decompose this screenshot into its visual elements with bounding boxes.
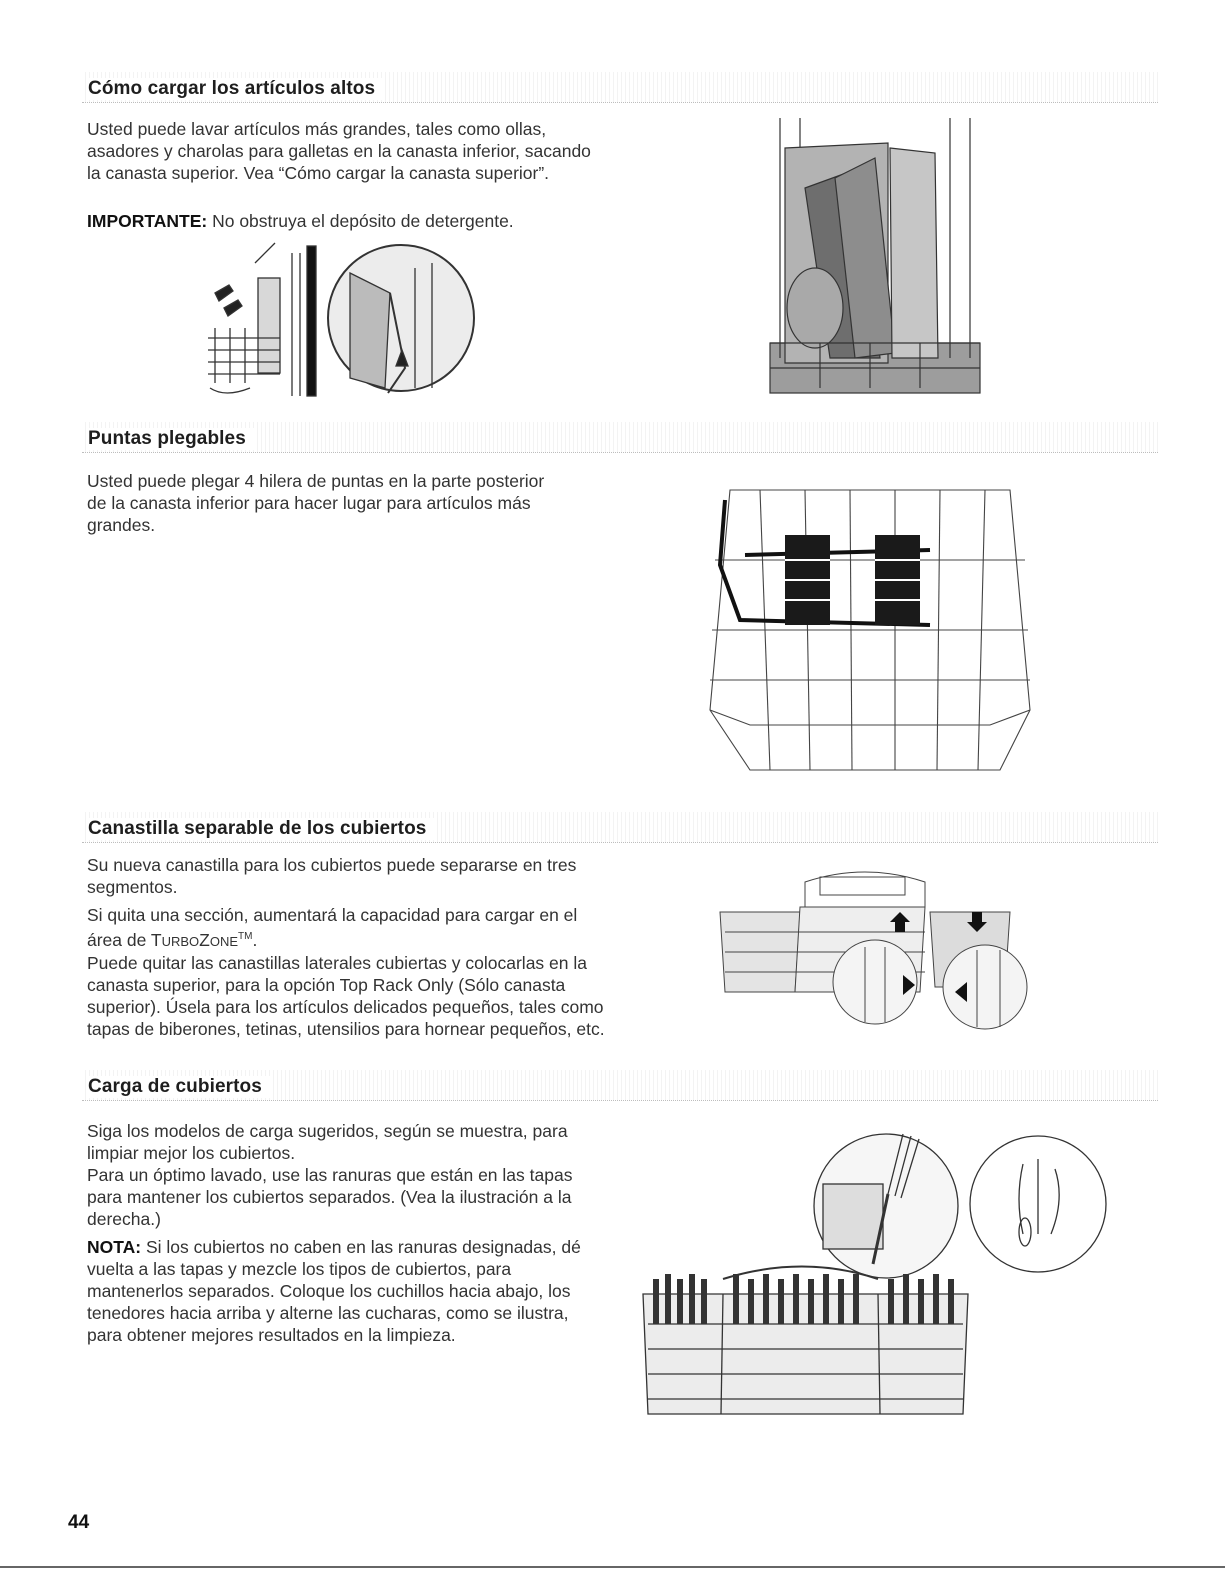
section-heading-tall-items — [82, 72, 1158, 103]
heading-text: Puntas plegables — [88, 428, 256, 450]
page-number: 44 — [68, 1512, 90, 1533]
fold-down-tines-rack-illustration — [700, 480, 1040, 780]
basket-paragraph-2 — [87, 904, 607, 953]
nota-label: NOTA: — [87, 1237, 142, 1257]
basket-p2-mid: Z — [199, 929, 210, 950]
basket-p2-sc2: ONE — [209, 933, 239, 949]
silverware-note — [87, 1236, 607, 1346]
basket-p2-sc1: URBO — [161, 933, 200, 949]
tall-items-rack-illustration — [760, 118, 990, 396]
silverware-paragraph-1: Siga los modelos de carga sugeridos, según se muestra, para limpiar mejor los cubiertos. — [87, 1121, 568, 1163]
bottom-rule — [0, 1566, 1225, 1568]
tall-items-paragraph: Usted puede lavar artículos más grandes, tales como ollas, asadores y charolas para galletas en la canasta inferior, sacando la canasta superior. Vea “Cómo cargar la canasta superior”. — [87, 119, 591, 183]
basket-paragraph-1: Su nueva canastilla para los cubiertos puede separarse en tres segmentos. — [87, 855, 577, 897]
section-heading-fold-tines — [82, 422, 1158, 453]
fold-tines-paragraph: Usted puede plegar 4 hilera de puntas en la parte posterior de la canasta inferior para hacer lugar para artículos más grandes. — [87, 471, 545, 535]
basket-p2-text: Si quita una sección, aumentará la capacidad para cargar en el área de T — [87, 905, 578, 950]
important-note — [87, 210, 607, 232]
separable-basket-illustration — [715, 862, 1035, 1042]
basket-paragraph-3: Puede quitar las canastillas laterales cubiertas y colocarlas en la canasta superior, para la opción Top Rack Only (Sólo canasta superior). Úsela para los artículos delicados pequeños, tales como tapas de biberones, tetinas, utensilios para hornear pequeños, etc. — [87, 953, 605, 1039]
section-heading-basket — [82, 812, 1158, 843]
section-heading-silverware — [82, 1070, 1158, 1101]
nota-text: Si los cubiertos no caben en las ranuras designadas, dé vuelta a las tapas y mezcle los tipos de cubiertos, para mantenerlos separados. Coloque los cuchillos hacia abajo, los tenedores hacia arriba y alterne las cucharas, como se ilustra, para obtener mejores resultados en la limpieza. — [87, 1237, 581, 1345]
basket-p2-end: . — [252, 929, 258, 950]
heading-text: Canastilla separable de los cubiertos — [88, 818, 436, 840]
silverware-loading-illustration — [633, 1124, 1113, 1419]
important-text: No obstruya el depósito de detergente. — [207, 211, 514, 231]
important-label: IMPORTANTE: — [87, 211, 208, 231]
detergent-dispenser-illustration — [200, 238, 475, 408]
heading-text: Cómo cargar los artículos altos — [88, 78, 385, 100]
heading-text: Carga de cubiertos — [88, 1076, 272, 1098]
trademark-mark: TM — [238, 931, 253, 942]
silverware-paragraph-2: Para un óptimo lavado, use las ranuras que están en las tapas para mantener los cubiertos separados. (Vea la ilustración a la derecha.) — [87, 1165, 573, 1229]
